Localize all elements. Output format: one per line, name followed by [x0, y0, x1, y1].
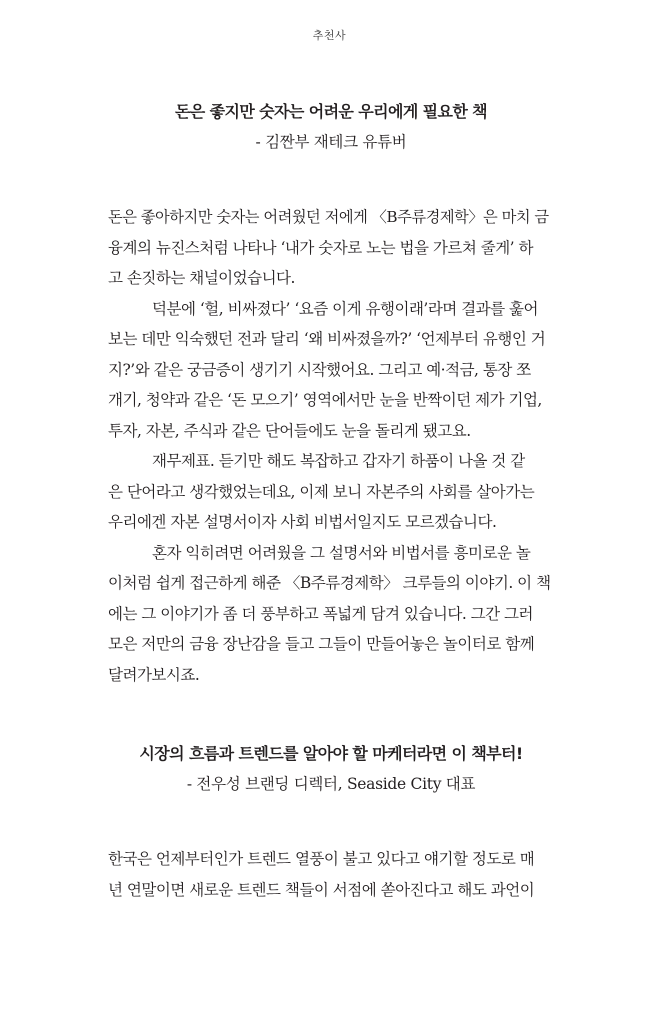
recommendation-2: [108, 740, 554, 905]
text-line: 이처럼 쉽게 접근하게 해준 〈B주류경제학〉 크루들의 이야기. 이 책: [108, 574, 551, 592]
text-line: 은 단어라고 생각했었는데요, 이제 보니 자본주의 사회를 살아가는: [108, 482, 535, 501]
text-line: 덕분에 ‘헐, 비싸졌다’ ‘요즘 이게 유행이래’라며 결과를 훑어: [152, 299, 539, 318]
running-header: 추천사: [312, 29, 347, 42]
recommendation-title: 시장의 흐름과 트렌드를 알아야 할 마케터라면 이 책부터!: [139, 744, 523, 763]
text-line: 보는 데만 익숙했던 전과 달리 ‘왜 비싸졌을까?’ ‘언제부터 유행인 거: [108, 330, 546, 348]
recommendation-author: - 김짠부 재테크 유튜버: [255, 133, 407, 151]
text-line: 돈은 좋아하지만 숫자는 어려웠던 저에게 〈B주류경제학〉은 마치 금: [108, 208, 549, 226]
recommendation-author: - 전우성 브랜딩 디렉터, Seaside City 대표: [186, 775, 476, 793]
paragraph: [108, 202, 554, 294]
text-line: 한국은 언제부터인가 트렌드 열풍이 불고 있다고 얘기할 정도로 매: [108, 850, 535, 868]
text-line: 융계의 뉴진스처럼 나타나 ‘내가 숫자로 노는 법을 가르쳐 줄게’ 하: [108, 238, 533, 257]
text-line: 투자, 자본, 주식과 같은 단어들에도 눈을 돌리게 됐고요.: [108, 421, 471, 440]
text-line: 재무제표. 듣기만 해도 복잡하고 갑자기 하품이 나올 것 같: [152, 452, 525, 470]
recommendation-title: 돈은 좋지만 숫자는 어려운 우리에게 필요한 책: [174, 102, 488, 121]
recommendation-body: [108, 844, 554, 905]
text-line: 모은 저만의 금융 장난감을 들고 그들이 만들어놓은 놀이터로 함께: [108, 635, 535, 653]
text-line: 개기, 청약과 같은 ‘돈 모으기’ 영역에서만 눈을 반짝이던 제가 기업,: [108, 391, 542, 409]
recommendation-body: [108, 202, 554, 690]
text-line: 우리에겐 자본 설명서이자 사회 비법서일지도 모르겠습니다.: [108, 513, 497, 531]
text-line: 지?’와 같은 궁금증이 생기기 시작했어요. 그리고 예·적금, 통장 쪼: [108, 360, 531, 379]
paragraph: [108, 844, 554, 905]
text-line: 에는 그 이야기가 좀 더 풍부하고 폭넓게 담겨 있습니다. 그간 그러: [108, 604, 533, 623]
text-line: 고 손짓하는 채널이었습니다.: [108, 269, 295, 287]
paragraph: [108, 446, 554, 538]
text-line: 년 연말이면 새로운 트렌드 책들이 서점에 쏟아진다고 해도 과언이: [108, 880, 535, 899]
paragraph: [108, 538, 554, 691]
text-line: 혼자 익히려면 어려웠을 그 설명서와 비법서를 흥미로운 놀: [152, 543, 531, 562]
recommendation-1: [108, 98, 554, 690]
paragraph: [108, 294, 554, 447]
text-line: 달려가보시죠.: [108, 665, 200, 684]
